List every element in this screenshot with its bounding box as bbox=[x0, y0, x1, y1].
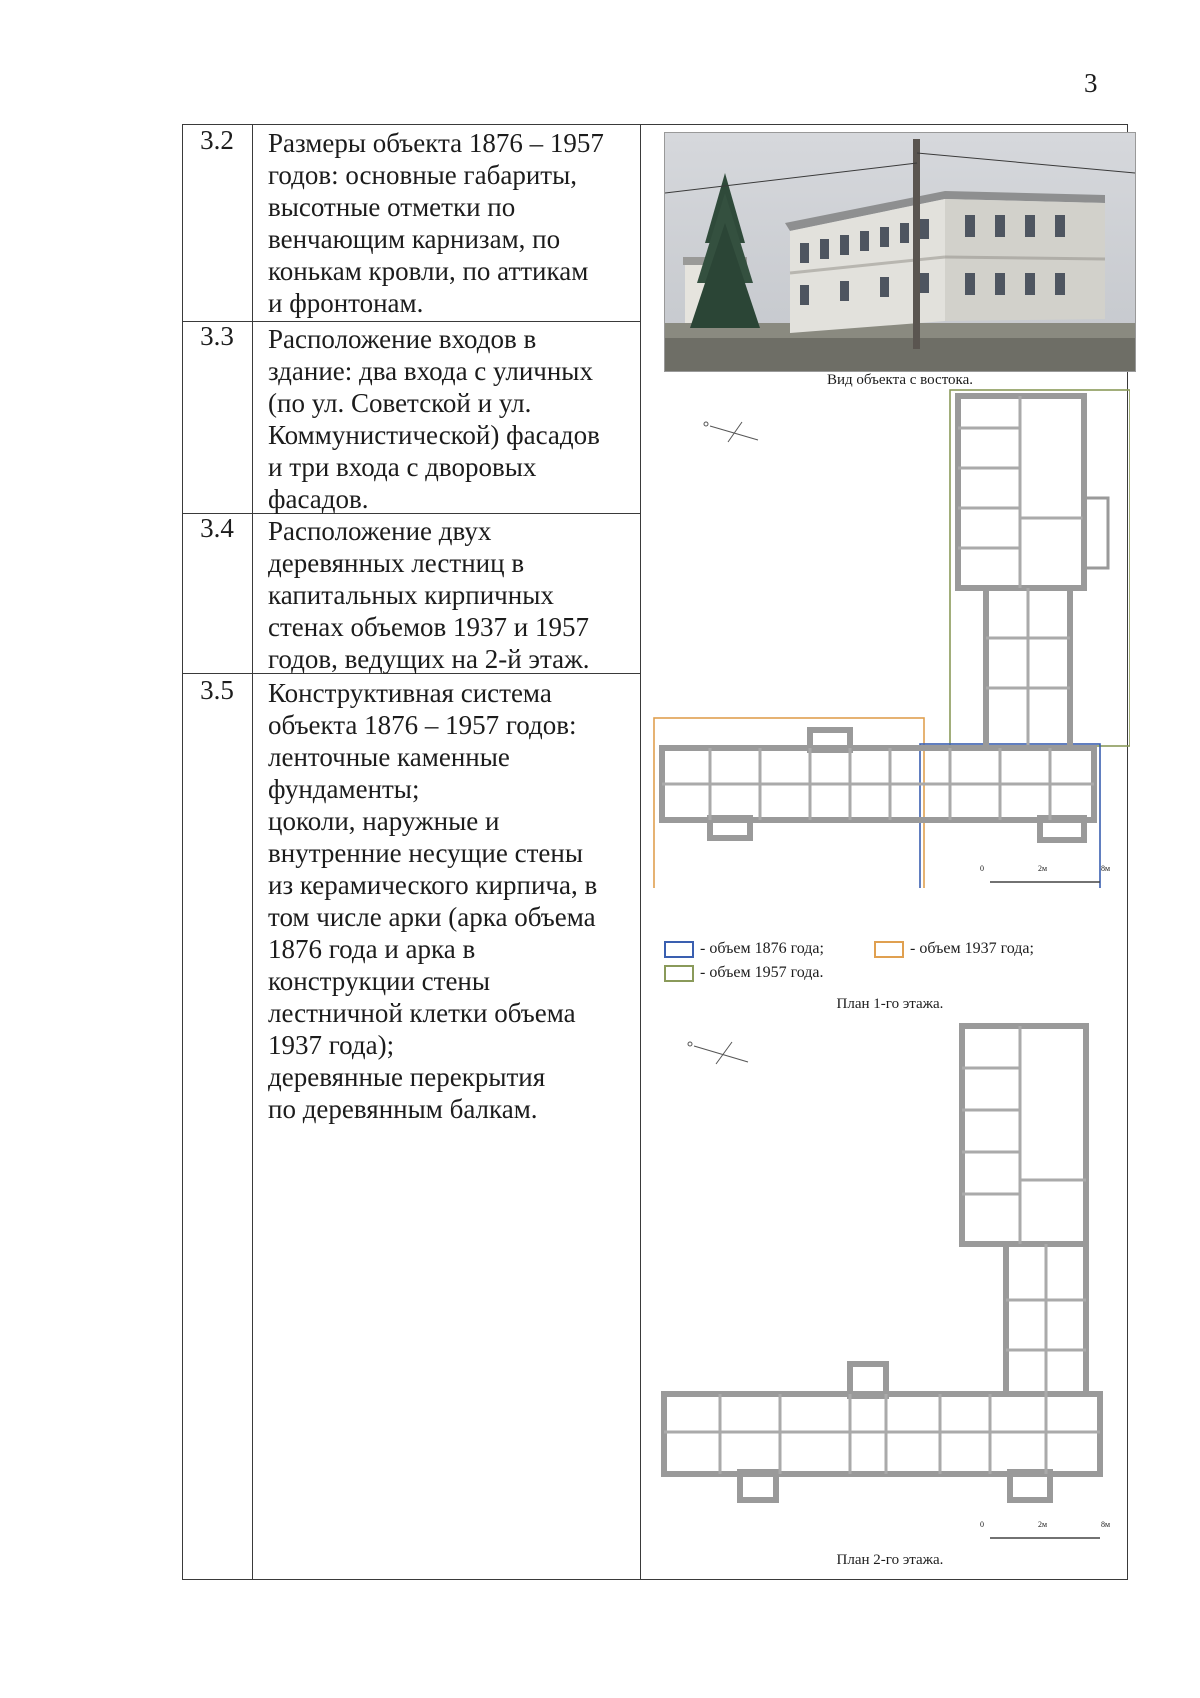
scale-labels: 0 2м 8м bbox=[980, 864, 1110, 873]
legend-swatch-orange bbox=[874, 941, 904, 958]
legend-item-1876: - объем 1876 года; bbox=[664, 940, 824, 958]
legend-item-1937: - объем 1937 года; bbox=[874, 940, 1034, 958]
row-description: Размеры объекта 1876 – 1957 годов: основные габариты, высотные отметки по венчающим карнизам, по конькам кровли, по аттикам и фронтонам. bbox=[268, 128, 604, 318]
page-number: 3 bbox=[1084, 68, 1098, 98]
column-divider-number bbox=[252, 125, 253, 1579]
building-photo bbox=[664, 132, 1136, 372]
legend-item-1957: - объем 1957 года. bbox=[664, 964, 824, 982]
row-number: 3.3 bbox=[200, 321, 234, 351]
plan2-caption: План 2-го этажа. bbox=[836, 1552, 944, 1568]
photo-caption: Вид объекта с востока. bbox=[826, 372, 974, 388]
row-number: 3.4 bbox=[200, 513, 234, 543]
legend-swatch-blue bbox=[664, 941, 694, 958]
row-number: 3.2 bbox=[200, 125, 234, 155]
row-number: 3.5 bbox=[200, 675, 234, 705]
row-description: Расположение двух деревянных лестниц в капитальных кирпичных стенах объемов 1937 и 1957 годов, ведущих на 2-й этаж. bbox=[268, 516, 590, 674]
plan1-caption: План 1-го этажа. bbox=[836, 996, 944, 1012]
second-floor-plan bbox=[650, 1020, 1130, 1560]
scale-labels: 0 2м 8м bbox=[980, 1520, 1110, 1529]
first-floor-plan bbox=[650, 388, 1130, 888]
legend-swatch-green bbox=[664, 965, 694, 982]
row-description: Конструктивная система объекта 1876 – 1957 годов: ленточные каменные фундаменты; цоколи, наружные и внутренние несущие стены из керамического кирпича, в том числе арки (арка объема 1876 года и арка в конструкции стены лестничной клетки объема 1937 года); деревянные перекрытия по деревянным балкам. bbox=[268, 678, 598, 1124]
row-description: Расположение входов в здание: два входа с уличных (по ул. Советской и ул. Коммунистической) фасадов и три входа с дворовых фасадов. bbox=[268, 324, 600, 514]
